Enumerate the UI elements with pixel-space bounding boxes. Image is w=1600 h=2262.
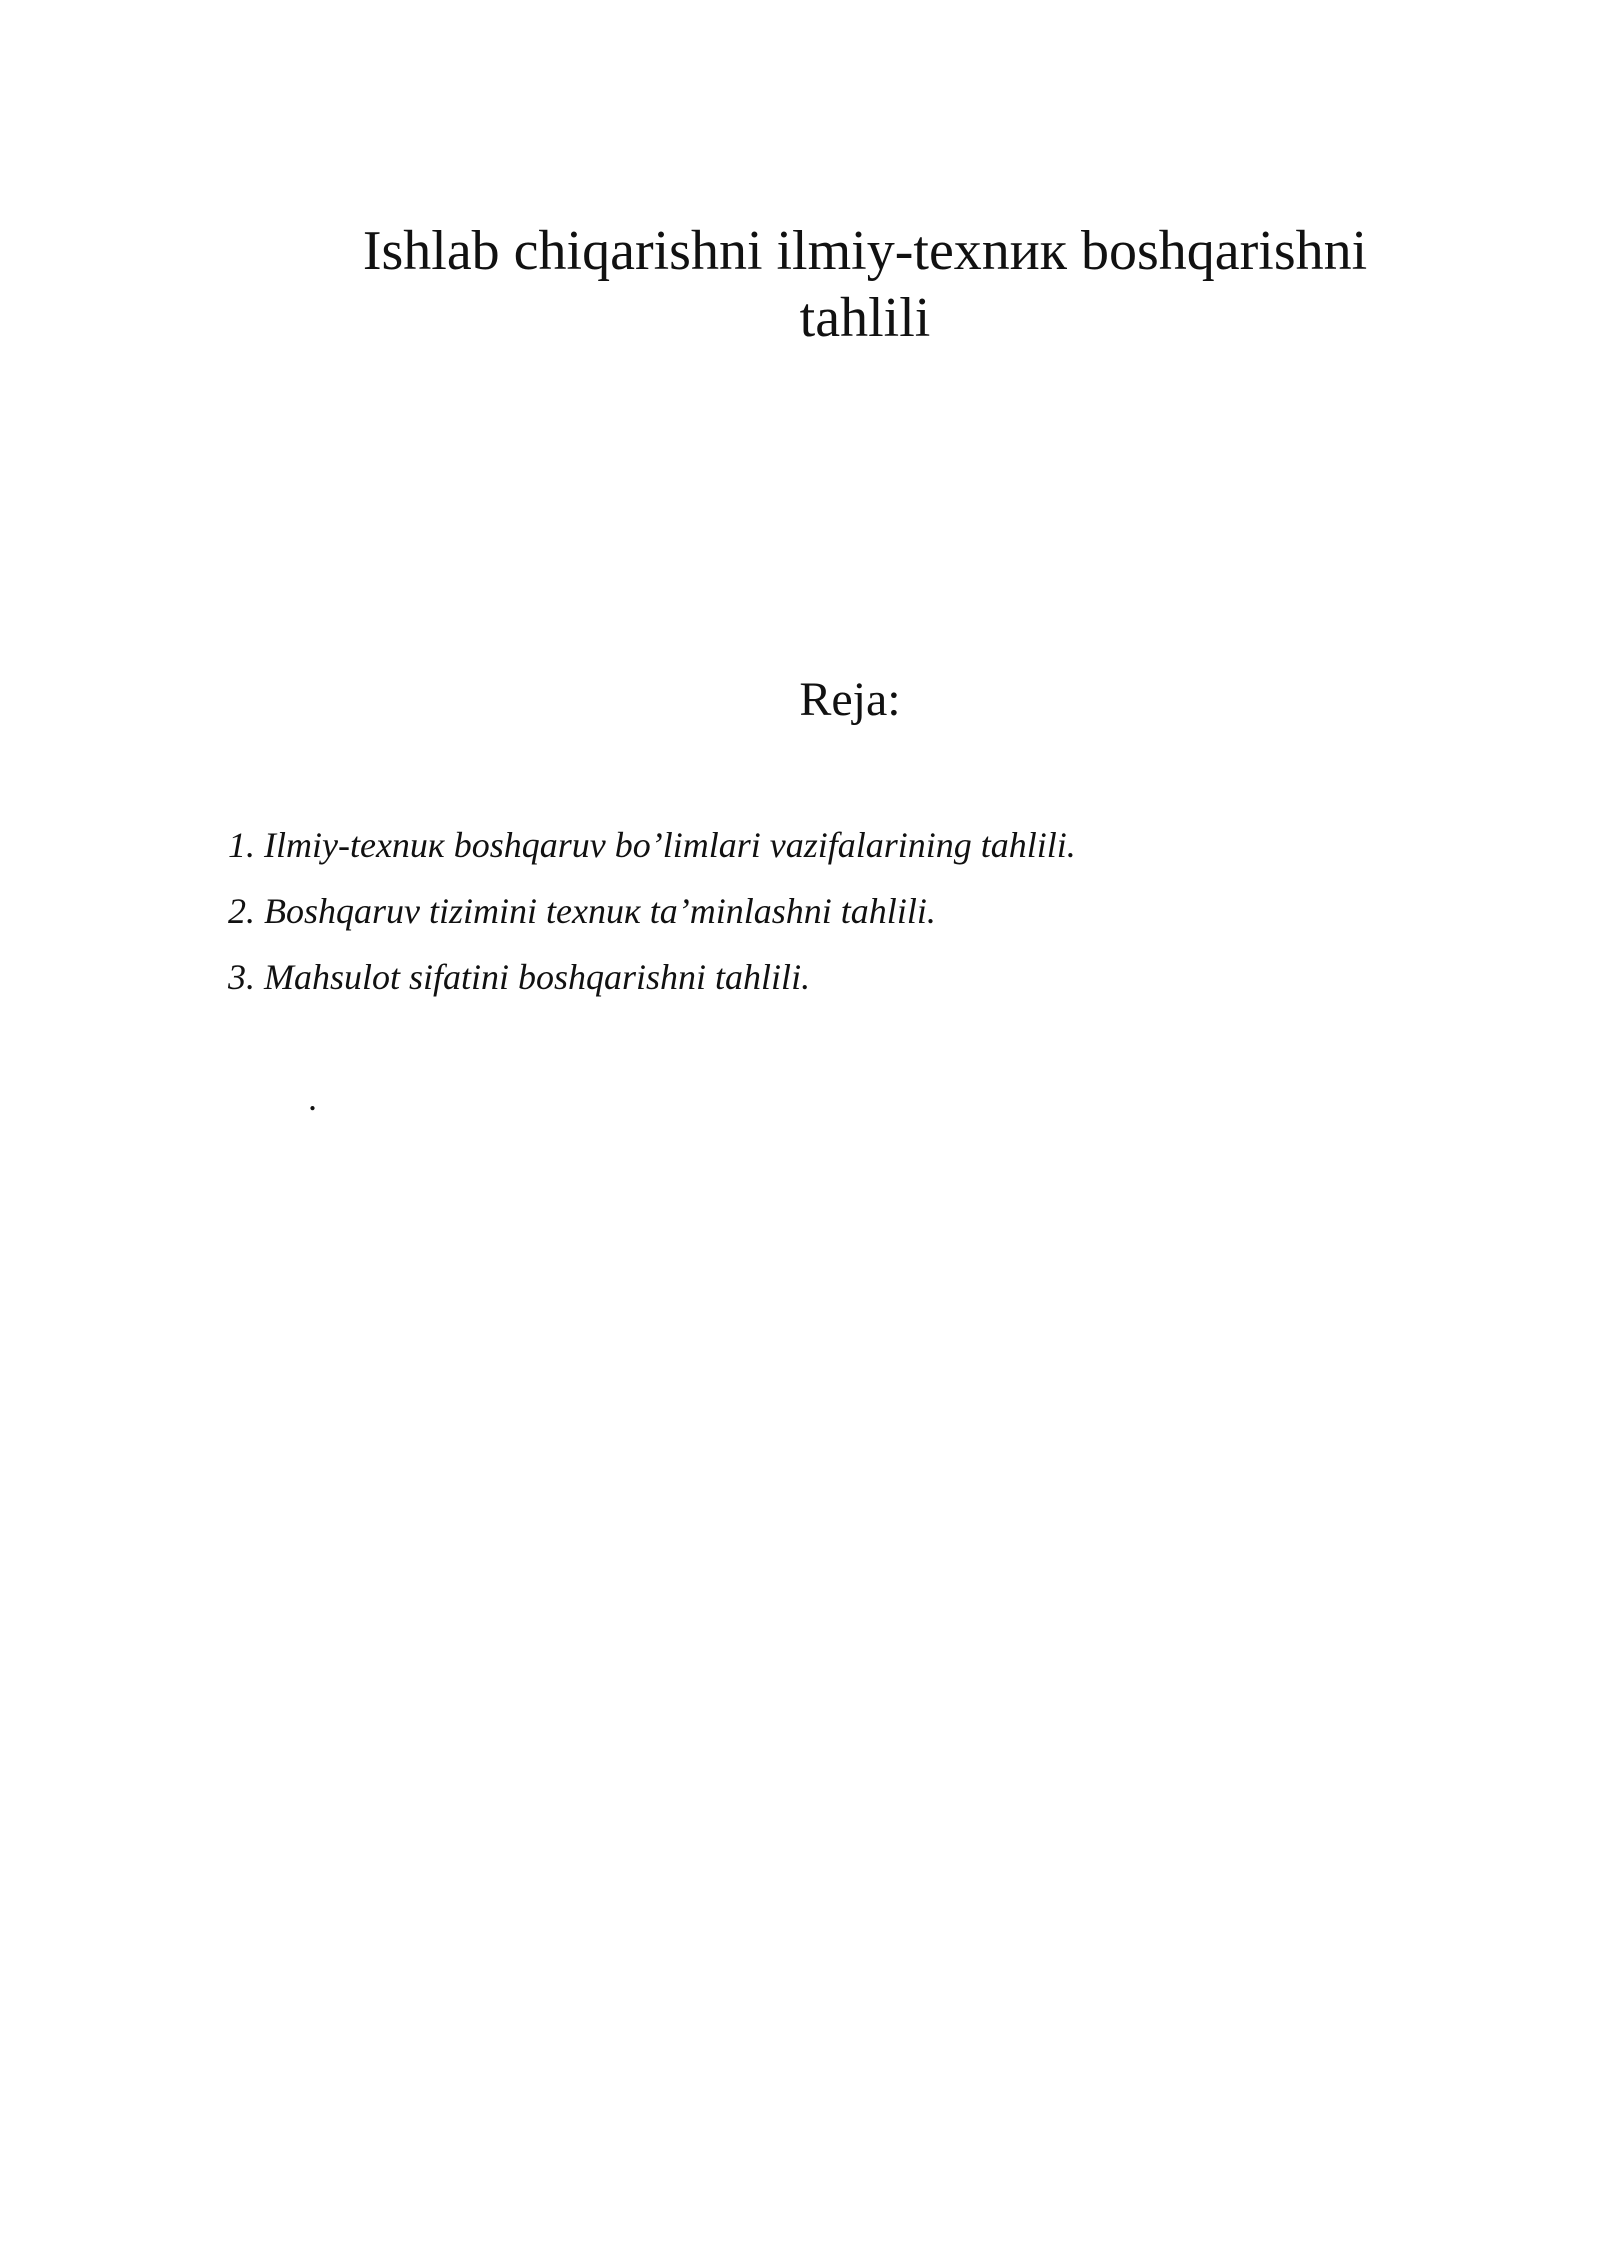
plan-item-1: 1. Ilmiy-texnик boshqaruv bo’limlari vazifalarining tahlili. xyxy=(228,825,1076,865)
trailing-dot: . xyxy=(308,1078,317,1118)
plan-item-3: 3. Mahsulot sifatini boshqarishni tahlili. xyxy=(228,957,811,997)
plan-item-2: 2. Boshqaruv tizimini texnик ta’minlashni tahlili. xyxy=(228,891,936,931)
document-title-line-2: tahlili xyxy=(799,287,931,349)
document-title-line-1: Ishlab chiqarishni ilmiy-texnик boshqarishni xyxy=(362,220,1368,282)
plan-list xyxy=(228,812,1076,1010)
document-title xyxy=(330,218,1400,352)
plan-heading: Reja: xyxy=(799,673,901,726)
